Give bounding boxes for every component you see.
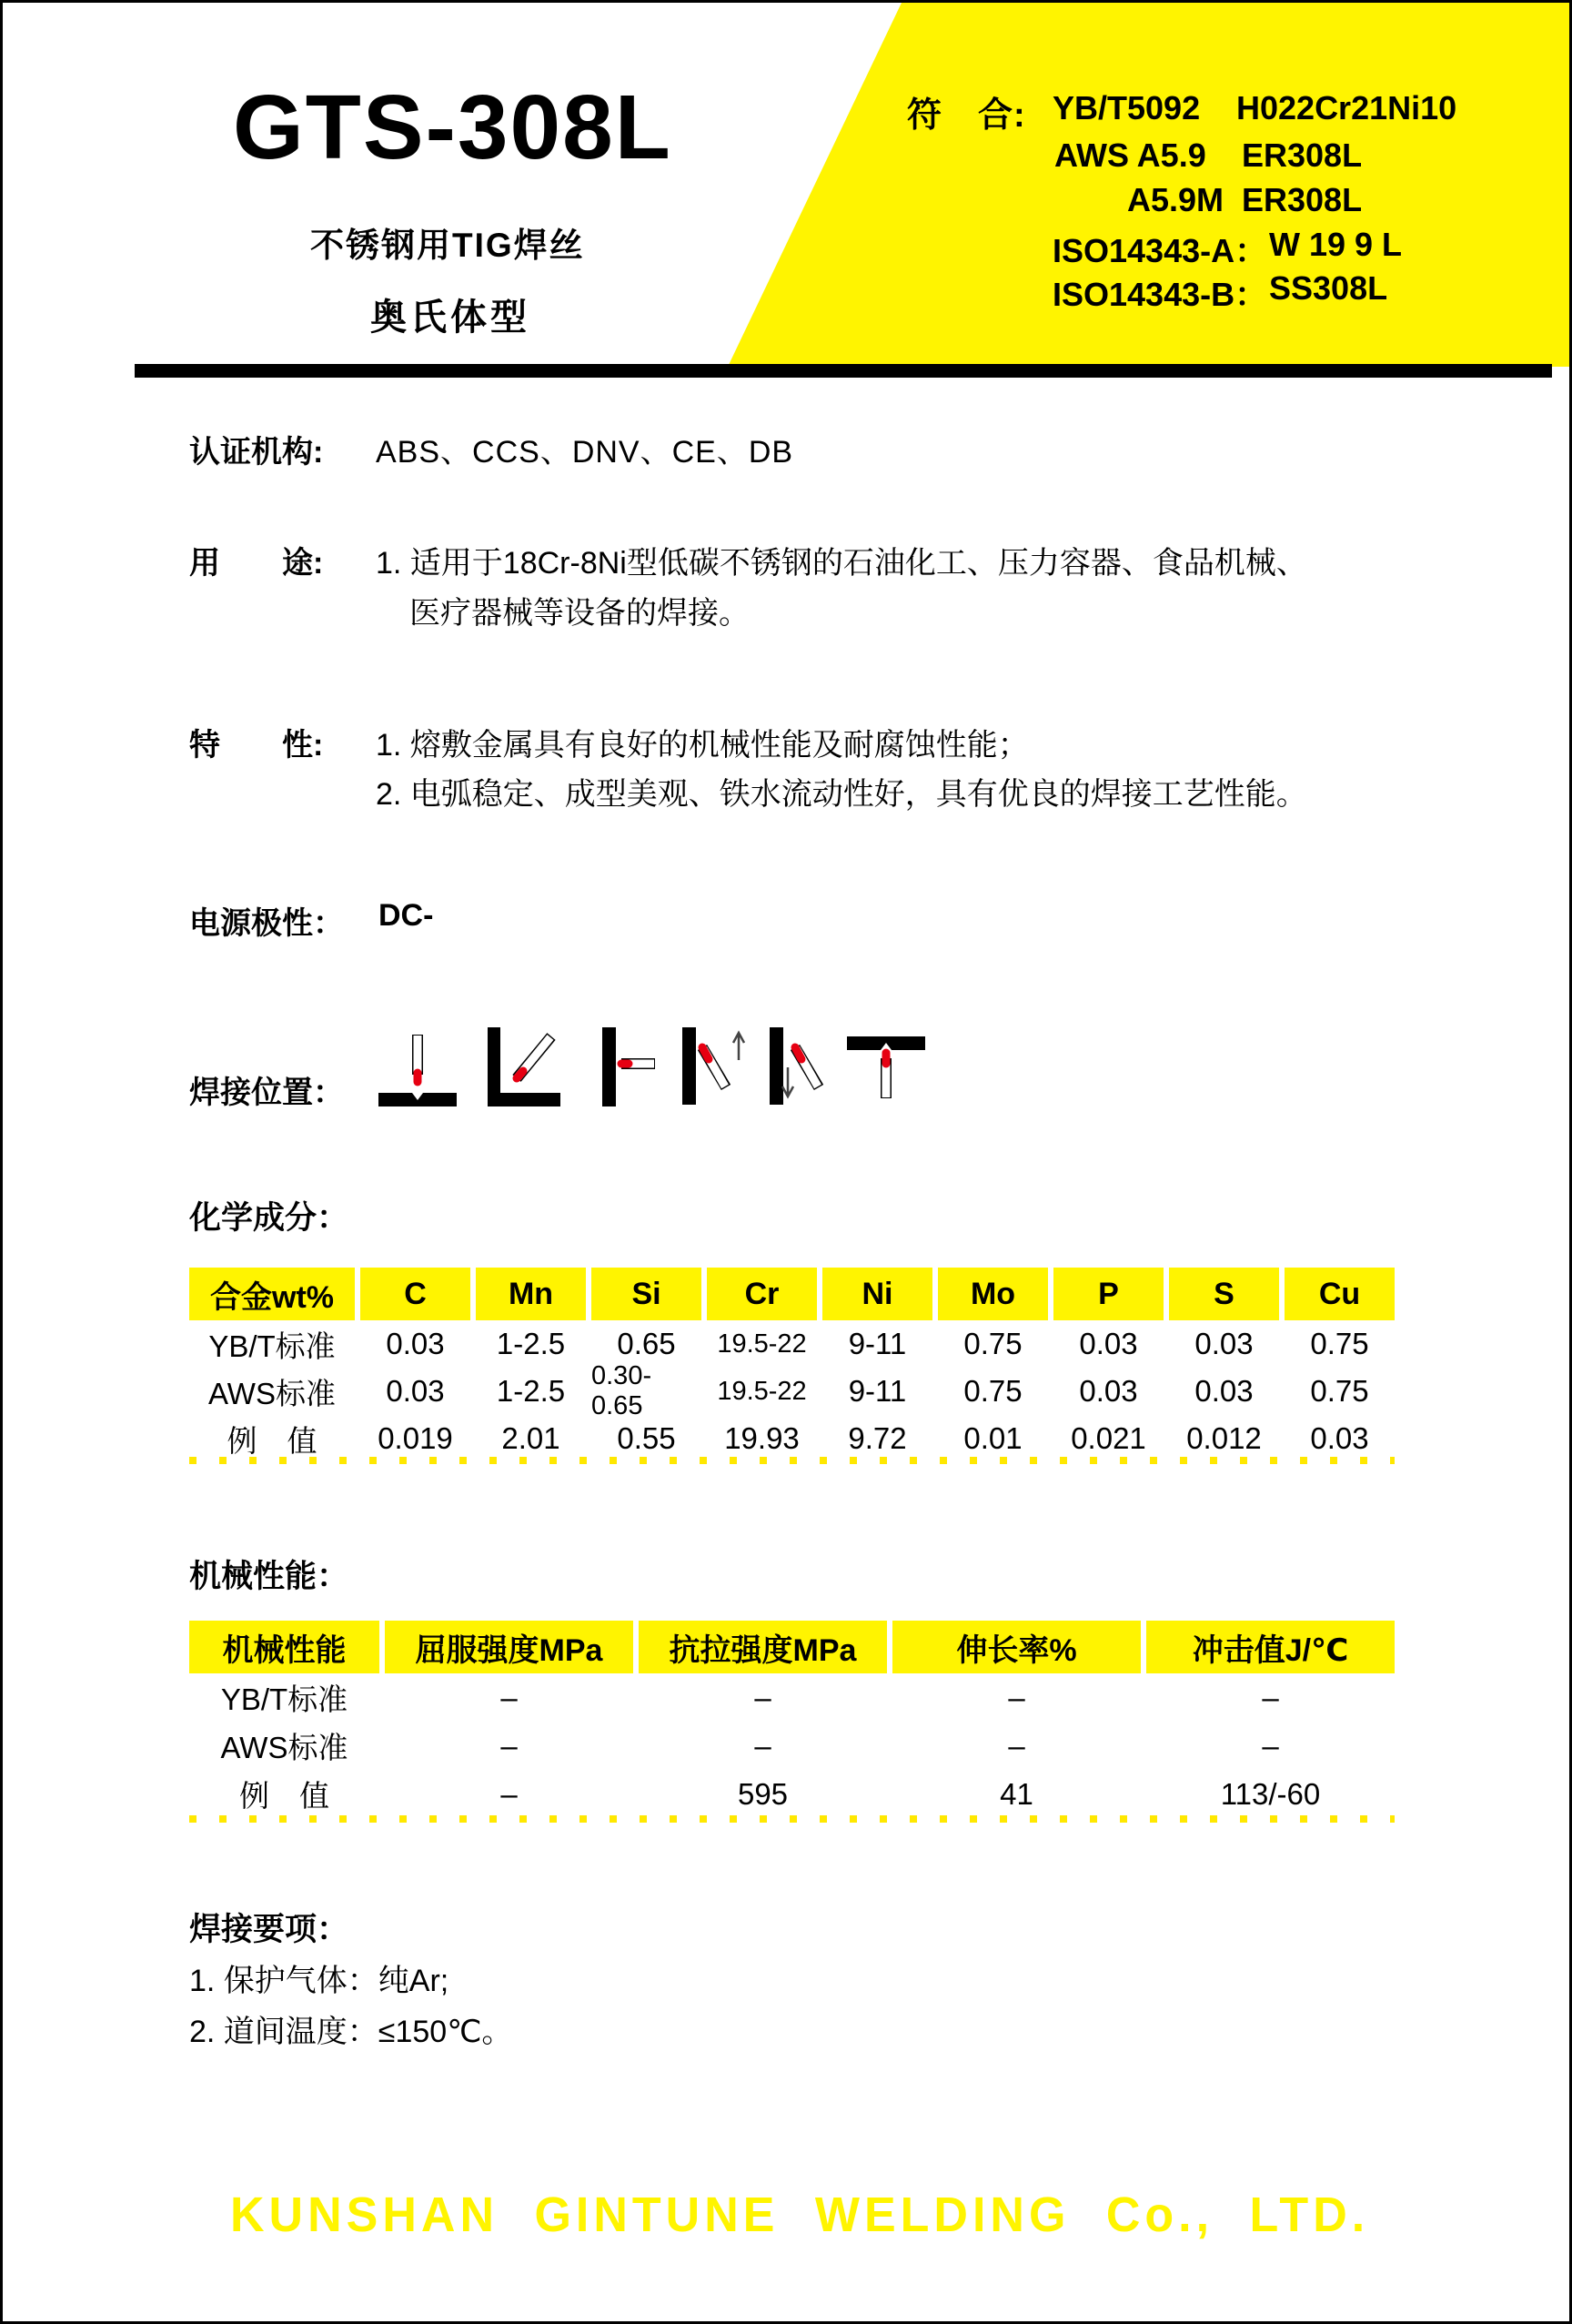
vertical-down-position-icon [759, 1026, 841, 1109]
cell: – [1262, 1728, 1279, 1763]
column-header: Si [591, 1268, 701, 1320]
cell: 113/-60 [1220, 1776, 1321, 1811]
header-divider-bar [135, 364, 1552, 378]
welding-positions-label: 焊接位置： [189, 1076, 344, 1110]
cell: 0.75 [1310, 1374, 1369, 1408]
standard-grade: SS308L [1269, 269, 1388, 307]
cell: 0.03 [1310, 1421, 1369, 1455]
cell: 1-2.5 [496, 1374, 566, 1408]
chemical-section-heading: 化学成分： [189, 1200, 349, 1236]
column-header: 屈服强度MPa [385, 1621, 633, 1673]
column-header: 机械性能 [189, 1621, 379, 1673]
column-header: Mo [938, 1268, 1048, 1320]
notes-heading: 焊接要项： [189, 1912, 349, 1947]
cell: 0.75 [963, 1327, 1023, 1360]
cell: 0.03 [1079, 1374, 1138, 1408]
product-title: GTS-308L [233, 76, 672, 178]
standard-code: AWS A5.9 [1054, 136, 1206, 174]
product-subtitle-structure: 奥氏体型 [370, 298, 530, 338]
features-label: 特 性: [189, 728, 324, 763]
company-logo-text: KUNSHAN GINTUNE WELDING Co., LTD. [230, 2188, 1370, 2243]
row-label: 例 值 [227, 1423, 317, 1458]
polarity-label: 电源极性： [189, 906, 344, 941]
standard-grade: ER308L [1242, 181, 1363, 218]
features-line-1: 1. 熔敷金属具有良好的机械性能及耐腐蚀性能； [376, 728, 1029, 763]
cell: 1-2.5 [496, 1327, 566, 1360]
cell: 0.65 [617, 1327, 676, 1360]
cell: 0.75 [963, 1374, 1023, 1408]
polarity-value: DC- [378, 898, 434, 933]
mechanical-section-heading: 机械性能： [189, 1559, 349, 1594]
cell: 2.01 [501, 1421, 560, 1455]
usage-line-2: 医疗器械等设备的焊接。 [409, 596, 750, 631]
notes-line-1: 1. 保护气体：纯Ar; [189, 1964, 449, 1998]
standard-grade: H022Cr21Ni10 [1236, 89, 1457, 126]
horizontal-position-icon [575, 1026, 657, 1109]
cell: 41 [1000, 1776, 1033, 1811]
cell: 0.55 [617, 1421, 676, 1455]
flat-position-icon [377, 1026, 458, 1109]
cell: – [500, 1680, 518, 1714]
row-label: 例 值 [239, 1779, 329, 1813]
standard-code: ISO14343-B： [1053, 276, 1268, 313]
notes-line-2: 2. 道间温度：≤150℃。 [189, 2015, 513, 2049]
column-header: P [1053, 1268, 1164, 1320]
cell: 0.03 [1079, 1327, 1138, 1360]
usage-label: 用 途: [189, 546, 324, 581]
welding-position-icons [377, 1026, 932, 1109]
cell: 0.012 [1186, 1421, 1262, 1455]
cell: 0.03 [386, 1327, 445, 1360]
column-header: C [360, 1268, 470, 1320]
fillet-position-icon [486, 1026, 568, 1109]
certification-label: 认证机构: [189, 435, 324, 470]
chemical-table [189, 1268, 1395, 1462]
cell: 9-11 [848, 1374, 907, 1408]
cell: – [500, 1728, 518, 1763]
standard-grade: ER308L [1242, 136, 1363, 174]
cell: 0.75 [1310, 1327, 1369, 1360]
features-line-2: 2. 电弧稳定、成型美观、铁水流动性好，具有优良的焊接工艺性能。 [376, 777, 1307, 812]
standard-grade: W 19 9 L [1269, 226, 1403, 263]
column-header: 抗拉强度MPa [639, 1621, 887, 1673]
certification-value: ABS、CCS、DNV、CE、DB [376, 435, 794, 470]
column-header: 合金wt% [189, 1268, 355, 1320]
column-header: Ni [822, 1268, 932, 1320]
cell: 595 [737, 1776, 789, 1811]
cell: – [1008, 1680, 1025, 1714]
cell: 19.5-22 [717, 1376, 807, 1406]
standards-label: 符 合: [907, 96, 1026, 135]
cell: 0.03 [1194, 1374, 1254, 1408]
column-header: 伸长率% [892, 1621, 1141, 1673]
cell: 0.01 [963, 1421, 1023, 1455]
column-header: 冲击值J/℃ [1146, 1621, 1395, 1673]
overhead-position-icon [845, 1026, 927, 1109]
cell: 0.03 [386, 1374, 445, 1408]
cell: 19.5-22 [717, 1329, 807, 1359]
row-label: YB/T标准 [208, 1329, 336, 1363]
yellow-dotted-divider [189, 1815, 1395, 1823]
vertical-up-position-icon [671, 1026, 753, 1109]
row-label: AWS标准 [220, 1731, 348, 1764]
standard-code: YB/T5092 [1053, 89, 1201, 126]
cell: 9-11 [848, 1327, 907, 1360]
standard-code: A5.9M [1127, 181, 1224, 218]
cell: 0.03 [1194, 1327, 1254, 1360]
column-header: Mn [476, 1268, 586, 1320]
cell: – [500, 1776, 518, 1811]
yellow-dotted-divider [189, 1457, 1395, 1464]
cell: 19.93 [724, 1421, 800, 1455]
usage-line-1: 1. 适用于18Cr-8Ni型低碳不锈钢的石油化工、压力容器、食品机械、 [376, 546, 1307, 581]
column-header: S [1169, 1268, 1279, 1320]
cell: 9.72 [848, 1421, 907, 1455]
cell: 0.021 [1071, 1421, 1146, 1455]
cell: – [1008, 1728, 1025, 1763]
mechanical-table [189, 1621, 1395, 1818]
column-header: Cr [707, 1268, 817, 1320]
product-subtitle-type: 不锈钢用TIG焊丝 [310, 227, 585, 264]
row-label: YB/T标准 [220, 1682, 348, 1716]
cell: – [1262, 1680, 1279, 1714]
row-label: AWS标准 [208, 1376, 336, 1410]
column-header: Cu [1285, 1268, 1395, 1320]
cell: – [754, 1728, 771, 1763]
cell: – [754, 1680, 771, 1714]
cell: 0.019 [378, 1421, 453, 1455]
cell: 0.30-0.65 [591, 1361, 652, 1420]
standard-code: ISO14343-A： [1053, 232, 1268, 269]
